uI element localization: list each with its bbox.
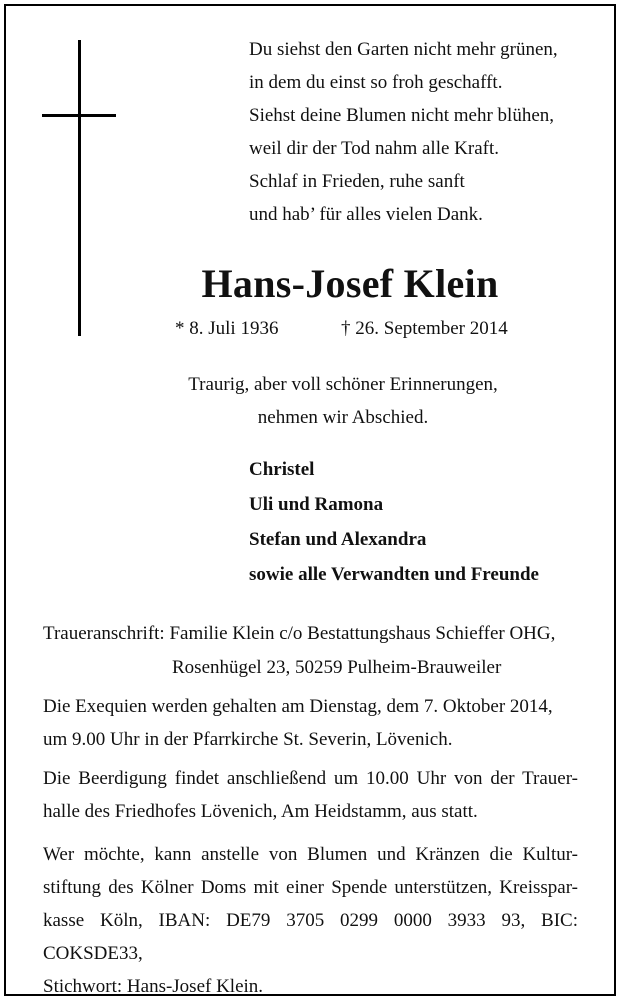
deceased-name: Hans-Josef Klein <box>201 261 499 306</box>
family-member: Christel <box>249 459 315 480</box>
death-date: † 26. September 2014 <box>341 318 508 339</box>
poem <box>249 33 589 231</box>
mourning-line: Traurig, aber voll schöner Erinnerungen, <box>188 374 498 395</box>
poem-line: Siehst deine Blumen nicht mehr blühen, <box>249 105 555 126</box>
family-member: sowie alle Verwandten und Freunde <box>249 564 539 585</box>
mourning-line: nehmen wir Abschied. <box>257 407 429 428</box>
family-member: Uli und Ramona <box>249 494 384 515</box>
address-line-2: Rosenhügel 23, 50259 Pulheim-Brauweiler <box>172 657 502 678</box>
poem-line: und hab’ für alles vielen Dank. <box>249 204 483 225</box>
burial-paragraph: Die Beerdigung findet anschließend um 10.00 Uhr von der Trauer- halle des Friedhofes Lövenich, Am Heidstamm, aus statt. <box>43 768 578 822</box>
poem-line: Du siehst den Garten nicht mehr grünen, <box>249 39 558 60</box>
address-line-1: Traueranschrift: Familie Klein c/o Bestattungshaus Schieffer OHG, <box>43 623 556 644</box>
poem-line: weil dir der Tod nahm alle Kraft. <box>249 138 499 159</box>
mourning-text <box>0 368 620 434</box>
donation-paragraph: Wer möchte, kann anstelle von Blumen und Kränzen die Kultur- stiftung des Kölner Doms mit einer Spende unterstützen, Kreisspar- kasse Köln, IBAN: DE79 3705 0299 0000 3933 93, BIC: COKSDE33, Stichwort: Hans-Josef Klein. <box>43 844 578 997</box>
poem-line: in dem du einst so froh geschafft. <box>249 72 503 93</box>
cross-icon-horizontal-bar <box>42 114 116 117</box>
family-member: Stefan und Alexandra <box>249 529 427 550</box>
family-list <box>249 452 539 592</box>
poem-line: Schlaf in Frieden, ruhe sanft <box>249 171 465 192</box>
birth-date: * 8. Juli 1936 <box>175 318 279 339</box>
exequien-paragraph: Die Exequien werden gehalten am Dienstag, dem 7. Oktober 2014, um 9.00 Uhr in der Pfarrkirche St. Severin, Lövenich. <box>43 696 553 750</box>
